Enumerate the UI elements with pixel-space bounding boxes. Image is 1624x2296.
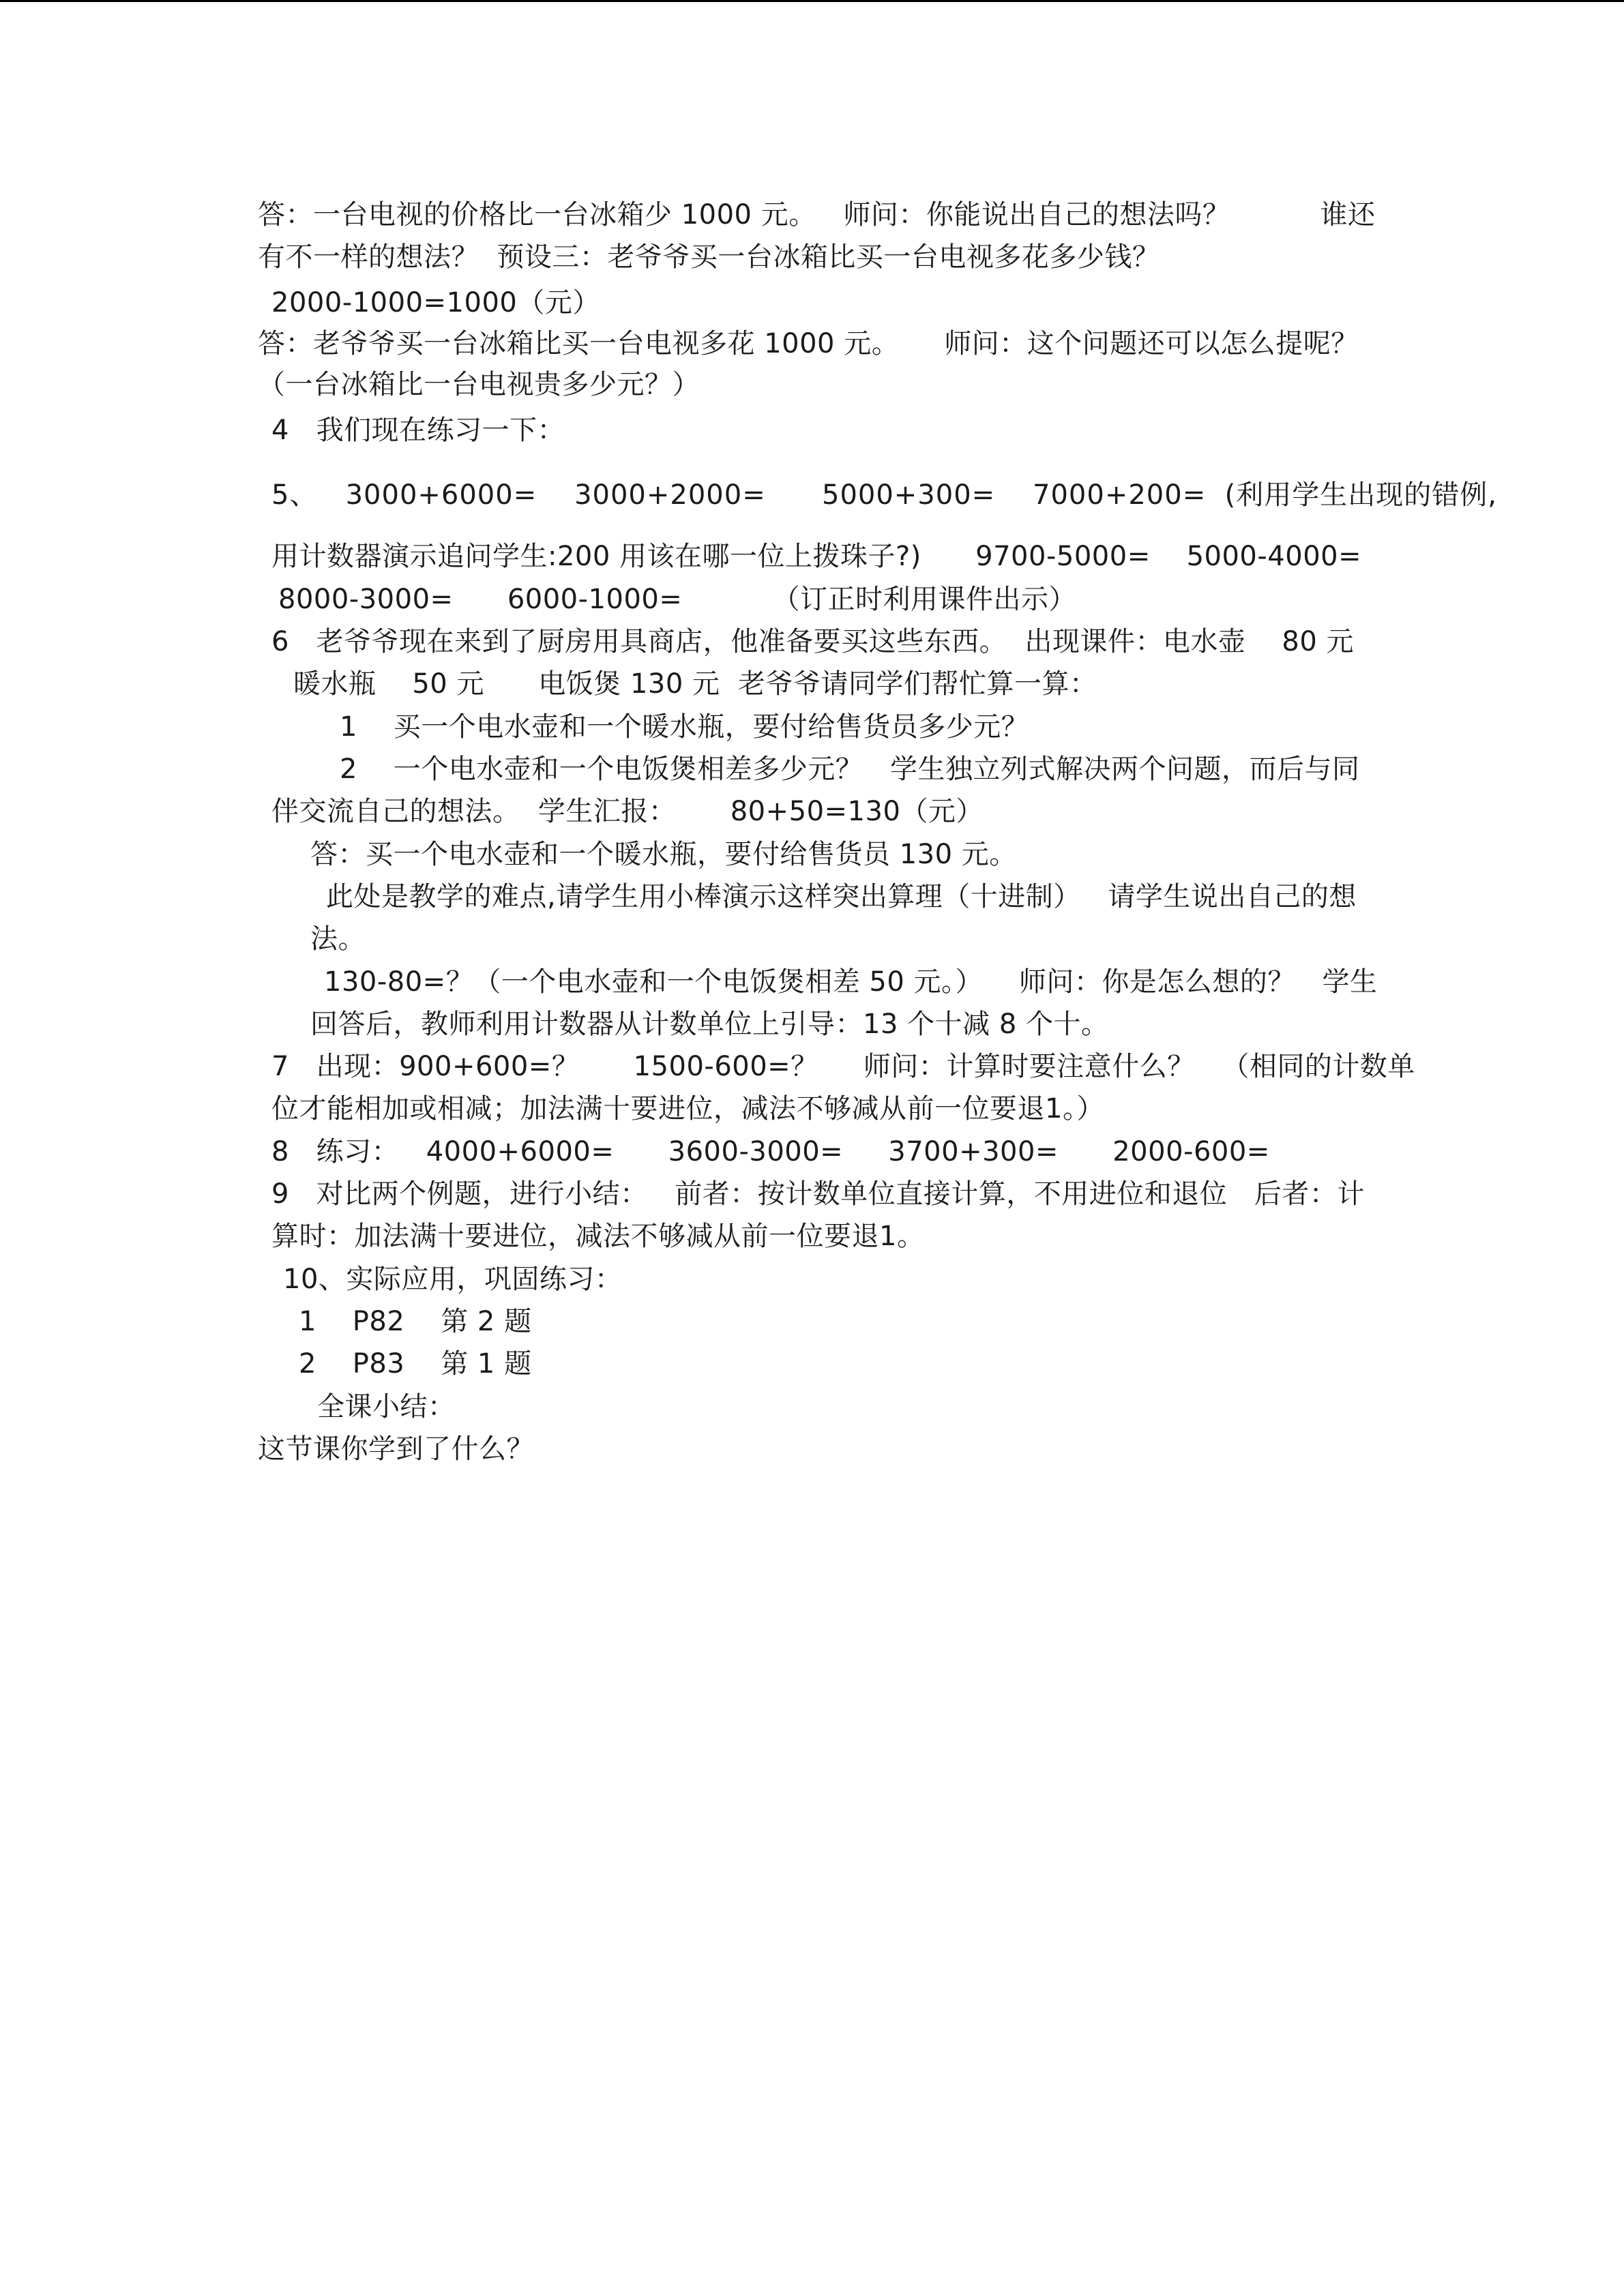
text-line: 答：老爷爷买一台冰箱比买一台电视多花 1000 元。 师问：这个问题还可以怎么提呢？	[258, 328, 1359, 359]
text-line: 用计数器演示追问学生:200 用该在哪一位上拨珠子?) 9700-5000= 5000-4000=	[271, 541, 1362, 572]
text-line: 9 对比两个例题，进行小结： 前者：按计数单位直接计算，不用进位和退位 后者：计	[271, 1178, 1365, 1210]
text-line: 这节课你学到了什么？	[258, 1433, 534, 1465]
text-line: 2 P83 第 1 题	[299, 1348, 532, 1380]
text-line: 2 一个电水壶和一个电饭煲相差多少元？ 学生独立列式解决两个问题，而后与同	[340, 754, 1360, 785]
text-line: 答：买一个电水壶和一个暖水瓶，要付给售货员 130 元。	[310, 839, 1017, 870]
text-line: 回答后，教师利用计数器从计数单位上引导：13 个十减 8 个十。	[310, 1009, 1109, 1040]
text-line: 暖水瓶 50 元 电饭煲 130 元 老爷爷请同学们帮忙算一算：	[293, 668, 1097, 700]
text-line: 此处是教学的难点,请学生用小棒演示这样突出算理（十进制） 请学生说出自己的想	[326, 881, 1357, 912]
text-line: 答：一台电视的价格比一台冰箱少 1000 元。 师问：你能说出自己的想法吗？ 谁还	[258, 199, 1376, 230]
text-line: 算时：加法满十要进位，减法不够减从前一位要退1。	[271, 1221, 925, 1252]
text-line: 130-80=？（一个电水壶和一个电饭煲相差 50 元。） 师问：你是怎么想的？ 学生	[324, 966, 1378, 998]
text-line: 8 练习： 4000+6000= 3600-3000= 3700+300= 2000-600=	[271, 1136, 1270, 1167]
text-line: 位才能相加或相减；加法满十要进位，减法不够减从前一位要退1。）	[271, 1093, 1104, 1124]
text-line: 1 P82 第 2 题	[299, 1306, 532, 1337]
text-line: 2000-1000=1000（元）	[271, 287, 600, 318]
text-line: 6 老爷爷现在来到了厨房用具商店，他准备要买这些东西。 出现课件：电水壶 80 元	[271, 626, 1354, 657]
text-line: 法。	[310, 923, 366, 955]
text-line: 4 我们现在练习一下：	[271, 415, 565, 446]
text-line: 10、实际应用，巩固练习：	[283, 1264, 623, 1295]
text-line: 全课小结：	[317, 1391, 456, 1422]
text-line: 7 出现：900+600=？ 1500-600=？ 师问：计算时要注意什么？ （相同的计数单	[271, 1051, 1415, 1082]
text-line: 5、 3000+6000= 3000+2000= 5000+300= 7000+200= (利用学生出现的错例,	[271, 479, 1497, 511]
text-line: 有不一样的想法？ 预设三：老爷爷买一台冰箱比买一台电视多花多少钱？	[258, 241, 1160, 273]
text-line: 伴交流自己的想法。 学生汇报： 80+50=130（元）	[271, 796, 984, 827]
text-line: （一台冰箱比一台电视贵多少元？）	[258, 369, 700, 400]
text-line: 1 买一个电水壶和一个暖水瓶，要付给售货员多少元？	[340, 711, 1029, 743]
text-line: 8000-3000= 6000-1000= （订正时利用课件出示）	[278, 584, 1077, 615]
